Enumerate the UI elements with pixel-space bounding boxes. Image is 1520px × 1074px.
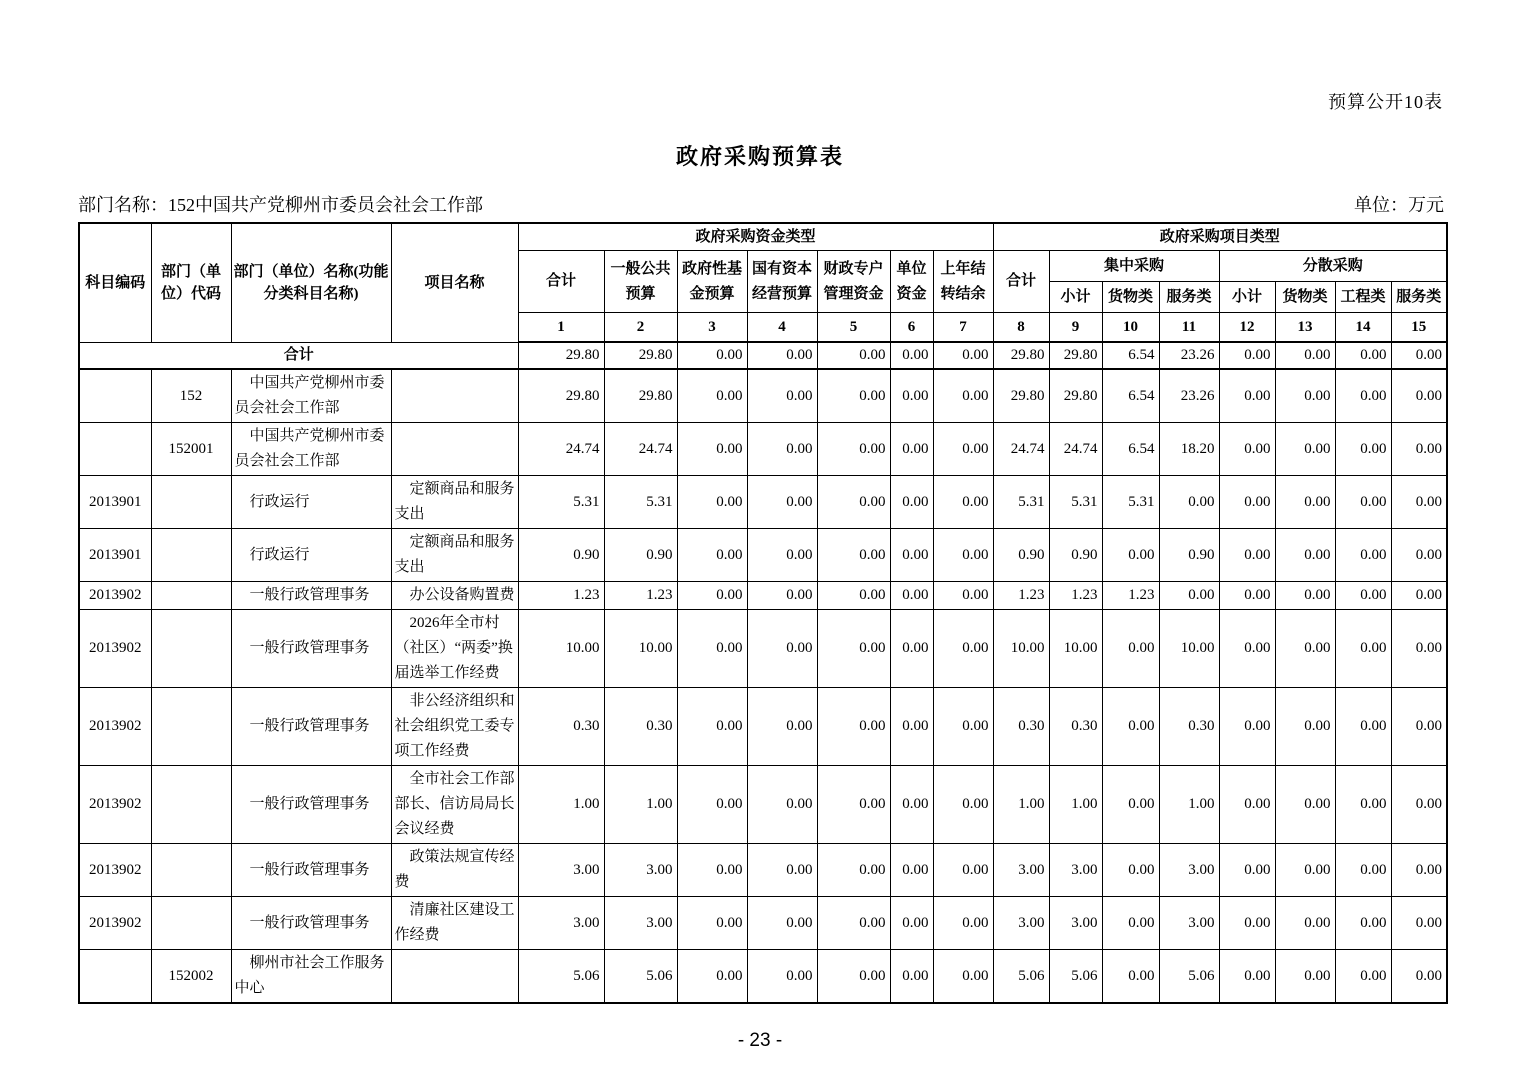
cell-value: 5.31 (1049, 476, 1102, 529)
department-name-label: 部门名称：152中国共产党柳州市委员会社会工作部 (78, 195, 483, 215)
cell-value: 0.00 (1391, 950, 1447, 1004)
cell-value: 0.00 (817, 766, 890, 844)
cell-value: 24.74 (993, 423, 1049, 476)
cell-value: 0.00 (1219, 476, 1275, 529)
header-gov-fund-budget: 政府性基金预算 (677, 251, 747, 313)
cell-value: 0.00 (1335, 582, 1391, 610)
cell-value: 0.00 (1219, 766, 1275, 844)
cell-value: 0.90 (1049, 529, 1102, 582)
cell-value: 0.00 (1335, 950, 1391, 1004)
cell-value: 0.00 (933, 423, 993, 476)
cell-value: 0.00 (1335, 476, 1391, 529)
cell-value: 0.00 (1102, 529, 1159, 582)
cell-subject-code: 2013902 (79, 897, 151, 950)
table-row (79, 476, 1447, 529)
cell-dept-name: 一般行政管理事务 (231, 610, 391, 688)
cell-value: 0.00 (747, 342, 817, 369)
cell-value: 0.00 (817, 582, 890, 610)
cell-value: 0.00 (1391, 582, 1447, 610)
cell-value: 0.00 (890, 897, 933, 950)
cell-value: 0.00 (1335, 529, 1391, 582)
cell-dept-code (151, 844, 231, 897)
cell-value: 5.06 (1049, 950, 1102, 1004)
cell-value: 0.00 (933, 688, 993, 766)
cell-dept-name: 一般行政管理事务 (231, 766, 391, 844)
header-decentralized-subtotal: 小计 (1219, 282, 1275, 313)
table-row (79, 844, 1447, 897)
cell-value: 3.00 (1159, 844, 1219, 897)
cell-value: 0.00 (890, 610, 933, 688)
col-number: 1 (518, 313, 604, 343)
cell-value: 0.00 (1335, 610, 1391, 688)
cell-value: 0.30 (518, 688, 604, 766)
cell-dept-code: 152 (151, 369, 231, 423)
cell-value: 5.31 (1102, 476, 1159, 529)
col-number: 7 (933, 313, 993, 343)
cell-value: 0.00 (1391, 897, 1447, 950)
cell-project-name: 政策法规宣传经费 (391, 844, 518, 897)
cell-value: 0.30 (993, 688, 1049, 766)
cell-value: 29.80 (993, 369, 1049, 423)
cell-value: 0.00 (747, 529, 817, 582)
cell-value: 23.26 (1159, 342, 1219, 369)
cell-value: 3.00 (518, 844, 604, 897)
cell-value: 0.00 (817, 950, 890, 1004)
cell-value: 0.00 (817, 423, 890, 476)
cell-value: 3.00 (1049, 844, 1102, 897)
col-number: 8 (993, 313, 1049, 343)
table-row (79, 582, 1447, 610)
cell-value: 6.54 (1102, 369, 1159, 423)
cell-value: 24.74 (1049, 423, 1102, 476)
cell-value: 1.00 (604, 766, 677, 844)
cell-value: 0.00 (1391, 529, 1447, 582)
cell-value: 0.00 (677, 529, 747, 582)
cell-value: 0.00 (890, 529, 933, 582)
cell-dept-code (151, 476, 231, 529)
cell-value: 1.23 (518, 582, 604, 610)
cell-value: 0.00 (1275, 950, 1335, 1004)
cell-project-name: 定额商品和服务支出 (391, 529, 518, 582)
cell-value: 23.26 (1159, 369, 1219, 423)
cell-subject-code (79, 423, 151, 476)
cell-value: 0.00 (1335, 688, 1391, 766)
header-dept-code: 部门（单位）代码 (151, 223, 231, 342)
cell-value: 0.00 (1335, 844, 1391, 897)
cell-value: 0.00 (677, 476, 747, 529)
cell-value: 3.00 (1159, 897, 1219, 950)
header-decentralized-works: 工程类 (1335, 282, 1391, 313)
cell-value: 0.00 (1391, 844, 1447, 897)
cell-value: 0.00 (677, 766, 747, 844)
header-general-public-budget: 一般公共预算 (604, 251, 677, 313)
cell-dept-name: 行政运行 (231, 476, 391, 529)
meta-row (78, 191, 1444, 217)
header-state-capital-budget: 国有资本经营预算 (747, 251, 817, 313)
cell-value: 0.00 (933, 529, 993, 582)
cell-value: 0.00 (933, 369, 993, 423)
col-number: 3 (677, 313, 747, 343)
cell-value: 29.80 (604, 342, 677, 369)
cell-dept-code (151, 529, 231, 582)
cell-value: 3.00 (518, 897, 604, 950)
cell-subject-code: 2013902 (79, 844, 151, 897)
cell-value: 0.00 (933, 582, 993, 610)
cell-value: 0.00 (747, 897, 817, 950)
table-row (79, 610, 1447, 688)
cell-value: 0.00 (890, 423, 933, 476)
header-project-type-group: 政府采购项目类型 (993, 223, 1447, 251)
cell-value: 0.00 (1275, 844, 1335, 897)
col-number: 10 (1102, 313, 1159, 343)
col-number: 11 (1159, 313, 1219, 343)
col-number: 6 (890, 313, 933, 343)
cell-value: 0.00 (677, 688, 747, 766)
cell-value: 0.00 (933, 342, 993, 369)
cell-subject-code: 2013901 (79, 476, 151, 529)
cell-value: 0.00 (890, 476, 933, 529)
unit-label: 单位：万元 (1354, 195, 1444, 215)
cell-value: 29.80 (518, 369, 604, 423)
cell-value: 0.00 (933, 897, 993, 950)
cell-value: 0.00 (1102, 897, 1159, 950)
cell-value: 0.00 (747, 688, 817, 766)
cell-value: 0.00 (817, 529, 890, 582)
cell-value: 0.00 (1219, 897, 1275, 950)
cell-value: 0.00 (1275, 529, 1335, 582)
cell-subject-code (79, 950, 151, 1004)
cell-value: 6.54 (1102, 342, 1159, 369)
cell-value: 0.00 (890, 582, 933, 610)
cell-value: 1.23 (1102, 582, 1159, 610)
cell-value: 0.00 (933, 950, 993, 1004)
col-number: 2 (604, 313, 677, 343)
cell-dept-name: 柳州市社会工作服务中心 (231, 950, 391, 1004)
cell-value: 0.00 (890, 950, 933, 1004)
cell-value: 0.00 (890, 369, 933, 423)
header-centralized-services: 服务类 (1159, 282, 1219, 313)
cell-subject-code (79, 369, 151, 423)
col-number: 4 (747, 313, 817, 343)
cell-dept-code (151, 897, 231, 950)
table-body (79, 342, 1447, 1003)
cell-project-name: 清廉社区建设工作经费 (391, 897, 518, 950)
cell-value: 0.00 (1391, 688, 1447, 766)
col-number: 12 (1219, 313, 1275, 343)
header-decentralized-group: 分散采购 (1219, 251, 1447, 282)
cell-value: 29.80 (1049, 342, 1102, 369)
cell-value: 5.31 (604, 476, 677, 529)
cell-value: 0.00 (1391, 369, 1447, 423)
cell-value: 0.30 (604, 688, 677, 766)
cell-value: 0.00 (1219, 844, 1275, 897)
cell-value: 0.00 (890, 766, 933, 844)
cell-value: 0.00 (1275, 582, 1335, 610)
table-row (79, 766, 1447, 844)
cell-value: 0.00 (1219, 369, 1275, 423)
page-title: 政府采购预算表 (675, 144, 844, 169)
cell-value: 0.00 (677, 897, 747, 950)
cell-value: 0.00 (1391, 342, 1447, 369)
cell-value: 0.00 (1335, 342, 1391, 369)
cell-value: 10.00 (604, 610, 677, 688)
cell-project-name (391, 423, 518, 476)
cell-value: 0.00 (817, 844, 890, 897)
cell-value: 0.00 (890, 688, 933, 766)
cell-value: 3.00 (993, 844, 1049, 897)
cell-value: 6.54 (1102, 423, 1159, 476)
cell-value: 0.00 (933, 766, 993, 844)
cell-value: 0.00 (1102, 844, 1159, 897)
cell-dept-name: 中国共产党柳州市委员会社会工作部 (231, 423, 391, 476)
cell-dept-code: 152001 (151, 423, 231, 476)
cell-value: 0.00 (747, 844, 817, 897)
cell-value: 0.00 (747, 950, 817, 1004)
cell-project-name (391, 950, 518, 1004)
cell-value: 0.30 (1159, 688, 1219, 766)
cell-value: 0.00 (1219, 529, 1275, 582)
cell-value: 10.00 (1159, 610, 1219, 688)
budget-table (78, 222, 1448, 1004)
cell-value: 29.80 (993, 342, 1049, 369)
cell-value: 0.00 (677, 342, 747, 369)
cell-value: 0.00 (677, 582, 747, 610)
cell-value: 1.23 (604, 582, 677, 610)
cell-value: 0.90 (1159, 529, 1219, 582)
header-subject-code: 科目编码 (79, 223, 151, 342)
table-row (79, 688, 1447, 766)
cell-value: 0.00 (1391, 766, 1447, 844)
cell-project-name: 办公设备购置费 (391, 582, 518, 610)
cell-value: 0.00 (1219, 688, 1275, 766)
cell-subject-code: 2013902 (79, 688, 151, 766)
cell-value: 18.20 (1159, 423, 1219, 476)
header-centralized-subtotal: 小计 (1049, 282, 1102, 313)
cell-value: 10.00 (518, 610, 604, 688)
cell-value: 0.30 (1049, 688, 1102, 766)
row-total-label: 合计 (79, 342, 518, 369)
cell-dept-name: 一般行政管理事务 (231, 582, 391, 610)
col-number: 13 (1275, 313, 1335, 343)
cell-project-name: 定额商品和服务支出 (391, 476, 518, 529)
col-number: 15 (1391, 313, 1447, 343)
cell-value: 0.00 (747, 369, 817, 423)
header-group-row (79, 223, 1447, 251)
cell-value: 0.00 (1275, 688, 1335, 766)
cell-value: 5.31 (993, 476, 1049, 529)
header-unit-fund: 单位资金 (890, 251, 933, 313)
col-number: 14 (1335, 313, 1391, 343)
header-decentralized-goods: 货物类 (1275, 282, 1335, 313)
cell-value: 0.00 (890, 844, 933, 897)
cell-value: 0.00 (747, 476, 817, 529)
cell-value: 0.00 (1335, 897, 1391, 950)
cell-value: 0.00 (1275, 369, 1335, 423)
cell-value: 0.00 (1335, 423, 1391, 476)
cell-dept-name: 中国共产党柳州市委员会社会工作部 (231, 369, 391, 423)
table-row (79, 529, 1447, 582)
cell-value: 10.00 (993, 610, 1049, 688)
col-number: 5 (817, 313, 890, 343)
cell-value: 0.00 (1275, 766, 1335, 844)
cell-subject-code: 2013901 (79, 529, 151, 582)
cell-dept-code: 152002 (151, 950, 231, 1004)
cell-value: 0.00 (1275, 476, 1335, 529)
cell-value: 0.00 (1275, 423, 1335, 476)
header-fund-type-group: 政府采购资金类型 (518, 223, 993, 251)
cell-value: 0.00 (817, 342, 890, 369)
cell-value: 0.00 (747, 423, 817, 476)
header-fund-total: 合计 (518, 251, 604, 313)
header-dept-name: 部门（单位）名称(功能分类科目名称) (231, 223, 391, 342)
cell-value: 1.23 (1049, 582, 1102, 610)
cell-value: 0.00 (1391, 423, 1447, 476)
cell-value: 0.00 (1102, 766, 1159, 844)
cell-project-name: 全市社会工作部部长、信访局局长会议经费 (391, 766, 518, 844)
cell-value: 3.00 (604, 844, 677, 897)
cell-dept-code (151, 688, 231, 766)
cell-value: 29.80 (1049, 369, 1102, 423)
cell-dept-code (151, 610, 231, 688)
cell-value: 1.00 (1159, 766, 1219, 844)
cell-value: 0.00 (817, 897, 890, 950)
cell-value: 0.00 (1219, 342, 1275, 369)
table-row (79, 423, 1447, 476)
cell-project-name (391, 369, 518, 423)
cell-value: 0.00 (677, 844, 747, 897)
cell-value: 0.00 (1275, 897, 1335, 950)
cell-project-name: 非公经济组织和社会组织党工委专项工作经费 (391, 688, 518, 766)
cell-value: 0.00 (677, 423, 747, 476)
header-centralized-group: 集中采购 (1049, 251, 1219, 282)
cell-value: 0.00 (1102, 950, 1159, 1004)
cell-value: 29.80 (518, 342, 604, 369)
cell-value: 0.00 (677, 950, 747, 1004)
cell-value: 5.31 (518, 476, 604, 529)
cell-value: 0.00 (1102, 610, 1159, 688)
cell-value: 0.00 (1102, 688, 1159, 766)
cell-value: 0.00 (1219, 950, 1275, 1004)
cell-value: 0.90 (518, 529, 604, 582)
cell-value: 0.00 (1159, 476, 1219, 529)
table-row (79, 897, 1447, 950)
cell-value: 0.00 (817, 369, 890, 423)
cell-dept-name: 一般行政管理事务 (231, 688, 391, 766)
cell-value: 5.06 (518, 950, 604, 1004)
cell-value: 0.00 (1219, 423, 1275, 476)
cell-value: 0.00 (1275, 610, 1335, 688)
cell-value: 0.00 (747, 582, 817, 610)
cell-dept-name: 一般行政管理事务 (231, 897, 391, 950)
header-project-total: 合计 (993, 251, 1049, 313)
cell-value: 3.00 (993, 897, 1049, 950)
cell-value: 0.00 (817, 688, 890, 766)
cell-dept-code (151, 766, 231, 844)
cell-dept-name: 行政运行 (231, 529, 391, 582)
cell-value: 0.00 (817, 476, 890, 529)
header-project-name: 项目名称 (391, 223, 518, 342)
cell-value: 1.00 (993, 766, 1049, 844)
cell-value: 0.00 (1335, 766, 1391, 844)
cell-subject-code: 2013902 (79, 610, 151, 688)
cell-value: 0.00 (1219, 582, 1275, 610)
cell-value: 3.00 (604, 897, 677, 950)
cell-value: 0.00 (677, 610, 747, 688)
cell-subject-code: 2013902 (79, 582, 151, 610)
cell-value: 3.00 (1049, 897, 1102, 950)
cell-value: 5.06 (993, 950, 1049, 1004)
cell-value: 0.00 (817, 610, 890, 688)
cell-value: 1.00 (518, 766, 604, 844)
cell-value: 0.00 (747, 766, 817, 844)
page-number: - 23 - (737, 1030, 783, 1051)
cell-value: 0.00 (1219, 610, 1275, 688)
cell-value: 0.00 (1335, 369, 1391, 423)
header-carryover: 上年结转结余 (933, 251, 993, 313)
cell-value: 0.00 (677, 369, 747, 423)
header-fiscal-account-fund: 财政专户管理资金 (817, 251, 890, 313)
cell-value: 0.00 (933, 610, 993, 688)
cell-value: 0.00 (890, 342, 933, 369)
cell-value: 0.00 (747, 610, 817, 688)
cell-value: 24.74 (604, 423, 677, 476)
cell-value: 0.90 (604, 529, 677, 582)
col-number: 9 (1049, 313, 1102, 343)
cell-value: 0.00 (933, 844, 993, 897)
header-decentralized-services: 服务类 (1391, 282, 1447, 313)
cell-dept-name: 一般行政管理事务 (231, 844, 391, 897)
cell-value: 5.06 (1159, 950, 1219, 1004)
cell-value: 0.00 (1391, 610, 1447, 688)
cell-value: 1.00 (1049, 766, 1102, 844)
cell-subject-code: 2013902 (79, 766, 151, 844)
table-row (79, 369, 1447, 423)
cell-value: 0.00 (933, 476, 993, 529)
cell-value: 24.74 (518, 423, 604, 476)
table-row (79, 950, 1447, 1004)
cell-value: 0.00 (1159, 582, 1219, 610)
cell-value: 0.00 (1275, 342, 1335, 369)
cell-value: 0.90 (993, 529, 1049, 582)
cell-value: 10.00 (1049, 610, 1102, 688)
header-centralized-goods: 货物类 (1102, 282, 1159, 313)
cell-dept-code (151, 582, 231, 610)
cell-value: 1.23 (993, 582, 1049, 610)
cell-project-name: 2026年全市村（社区）“两委”换届选举工作经费 (391, 610, 518, 688)
cell-value: 5.06 (604, 950, 677, 1004)
cell-value: 0.00 (1391, 476, 1447, 529)
corner-form-label: 预算公开10表 (1328, 92, 1443, 112)
cell-value: 29.80 (604, 369, 677, 423)
table-total-row (79, 342, 1447, 369)
